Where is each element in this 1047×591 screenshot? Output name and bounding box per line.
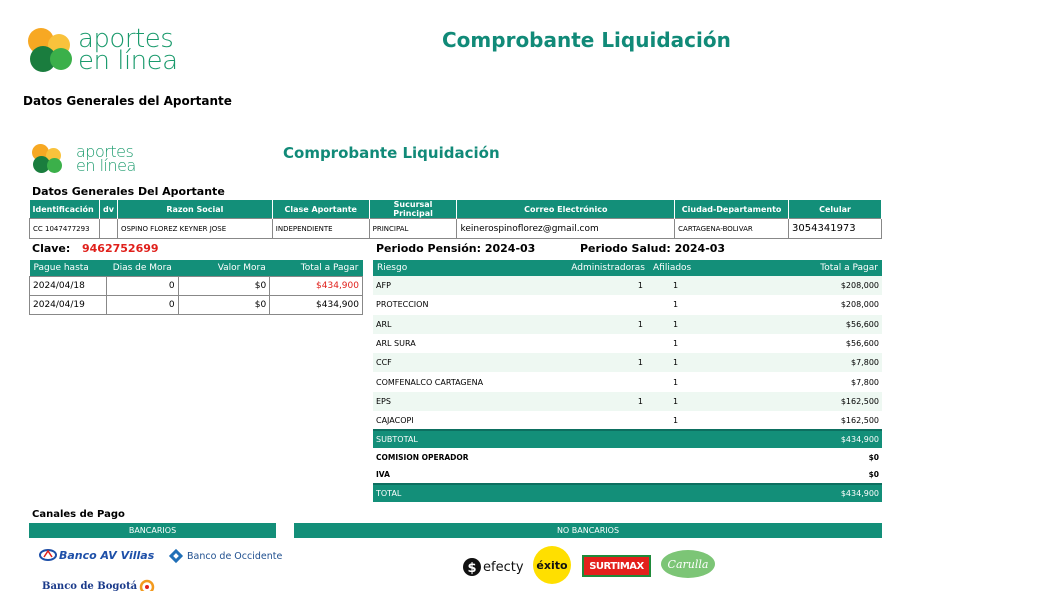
administradoras-cell bbox=[558, 411, 649, 430]
channels-title: Canales de Pago bbox=[32, 509, 125, 520]
total-cell: $208,000 bbox=[840, 300, 879, 310]
total-cell: $7,800 bbox=[734, 353, 882, 372]
no-bancarios-bar: NO BANCARIOS bbox=[294, 523, 882, 538]
receipt-section-title: Datos Generales Del Aportante bbox=[32, 185, 225, 198]
subtotal-row bbox=[373, 430, 882, 448]
col-dias-mora: Dias de Mora bbox=[106, 260, 178, 276]
col-ciudad: Ciudad-Departamento bbox=[675, 200, 789, 219]
administradoras-cell: 1 bbox=[558, 276, 649, 295]
administradoras-cell: 1 bbox=[558, 353, 649, 372]
table-row bbox=[373, 411, 882, 430]
sucursal-value: PRINCIPAL bbox=[369, 219, 457, 239]
table-row bbox=[373, 334, 882, 353]
total-cell: $162,500 bbox=[840, 415, 879, 425]
riesgo-cell: CCF bbox=[373, 353, 558, 372]
general-data-table bbox=[29, 200, 882, 239]
valor-mora-cell: $0 bbox=[178, 295, 270, 314]
riesgo-cell: ARL bbox=[373, 315, 558, 334]
administradoras-cell: 1 bbox=[558, 315, 649, 334]
subtotal-label: SUBTOTAL bbox=[373, 430, 734, 448]
dv-value bbox=[99, 219, 117, 239]
periodo-salud: Periodo Salud: 2024-03 bbox=[580, 242, 726, 255]
total-row bbox=[373, 484, 882, 502]
comision-value: $0 bbox=[868, 452, 879, 462]
efecty-logo bbox=[462, 557, 524, 577]
payment-header-row bbox=[30, 260, 363, 276]
table-row bbox=[373, 353, 882, 372]
general-values-row bbox=[30, 219, 882, 239]
total-cell: $208,000 bbox=[734, 276, 882, 295]
brand-logo bbox=[28, 23, 178, 76]
afiliados-cell: 1 bbox=[649, 315, 734, 334]
table-row bbox=[373, 295, 882, 314]
payment-table bbox=[29, 260, 363, 315]
celular-value: 3054341973 bbox=[789, 219, 882, 239]
risk-header-row bbox=[373, 260, 882, 276]
periodo-pension: Periodo Pensión: 2024-03 bbox=[376, 242, 536, 255]
store-name: SURTIMAX bbox=[589, 560, 644, 572]
comision-label: COMISION OPERADOR bbox=[376, 452, 469, 462]
identificacion-value: CC 1047477293 bbox=[30, 219, 100, 239]
administradoras-cell bbox=[558, 334, 649, 353]
risk-table bbox=[373, 260, 882, 502]
correo-value: keinerospinoflorez@gmail.com bbox=[457, 219, 675, 239]
clave-label: Clave: bbox=[32, 242, 71, 255]
administradoras-cell bbox=[558, 295, 649, 314]
total-value: $434,900 bbox=[734, 484, 882, 502]
afiliados-cell: 1 bbox=[649, 276, 734, 295]
riesgo-cell: PROTECCION bbox=[376, 300, 429, 310]
col-correo: Correo Electrónico bbox=[457, 200, 675, 219]
exito-logo bbox=[533, 546, 571, 584]
col-administradoras: Administradoras bbox=[558, 260, 649, 276]
afiliados-cell: 1 bbox=[649, 353, 734, 372]
bank-occidente-logo bbox=[167, 547, 282, 565]
afiliados-cell: 1 bbox=[672, 339, 679, 349]
col-pague-hasta: Pague hasta bbox=[30, 260, 107, 276]
table-row bbox=[30, 276, 363, 295]
afiliados-cell: 1 bbox=[672, 300, 679, 310]
afiliados-cell: 1 bbox=[649, 392, 734, 411]
col-dv: dv bbox=[99, 200, 117, 219]
surtimax-logo bbox=[582, 555, 651, 577]
bancarios-bar: BANCARIOS bbox=[29, 523, 276, 538]
table-row bbox=[373, 315, 882, 334]
col-celular: Celular bbox=[789, 200, 882, 219]
efecty-icon bbox=[462, 557, 482, 577]
razon-social-value: OSPINO FLOREZ KEYNER JOSE bbox=[117, 219, 272, 239]
riesgo-cell: COMFENALCO CARTAGENA bbox=[376, 377, 484, 387]
col-total-pagar: Total a Pagar bbox=[270, 260, 363, 276]
occidente-icon bbox=[167, 547, 185, 565]
clase-aportante-value: INDEPENDIENTE bbox=[272, 219, 369, 239]
page-title: Comprobante Liquidación bbox=[442, 28, 731, 52]
iva-row bbox=[373, 466, 882, 484]
col-riesgo: Riesgo bbox=[373, 260, 558, 276]
afiliados-cell: 1 bbox=[672, 415, 679, 425]
iva-label: IVA bbox=[376, 470, 390, 480]
receipt-logo bbox=[32, 143, 136, 175]
store-name: éxito bbox=[536, 558, 568, 572]
svg-text:$: $ bbox=[467, 561, 477, 576]
logo-dots-icon bbox=[32, 143, 66, 175]
av-villas-icon bbox=[39, 548, 57, 562]
store-name: Carulla bbox=[667, 557, 709, 571]
table-row bbox=[373, 372, 882, 391]
carulla-logo bbox=[661, 550, 715, 578]
col-razon-social: Razon Social bbox=[117, 200, 272, 219]
dias-mora-cell: 0 bbox=[106, 295, 178, 314]
general-header-row bbox=[30, 200, 882, 219]
store-name: efecty bbox=[483, 559, 524, 575]
bank-name: Banco de Occidente bbox=[187, 550, 283, 562]
bank-name: Banco de Bogotá bbox=[42, 580, 138, 591]
table-row bbox=[30, 295, 363, 314]
total-pagar-cell: $434,900 bbox=[270, 276, 363, 295]
riesgo-cell: AFP bbox=[373, 276, 558, 295]
bank-name: Banco AV Villas bbox=[59, 548, 155, 562]
pague-hasta-cell: 2024/04/18 bbox=[30, 276, 107, 295]
col-clase-aportante: Clase Aportante bbox=[272, 200, 369, 219]
bank-bogota-logo bbox=[42, 579, 155, 591]
logo-dots-icon bbox=[28, 26, 74, 74]
dias-mora-cell: 0 bbox=[106, 276, 178, 295]
col-total-pagar: Total a Pagar bbox=[734, 260, 882, 276]
total-pagar-cell: $434,900 bbox=[270, 295, 363, 314]
pague-hasta-cell: 2024/04/19 bbox=[30, 295, 107, 314]
total-cell: $56,600 bbox=[845, 339, 879, 349]
col-identificacion: Identificación bbox=[30, 200, 100, 219]
col-afiliados: Afiliados bbox=[649, 260, 734, 276]
total-cell: $7,800 bbox=[851, 377, 879, 387]
receipt-title: Comprobante Liquidación bbox=[283, 144, 500, 162]
total-label: TOTAL bbox=[373, 484, 734, 502]
administradoras-cell: 1 bbox=[558, 392, 649, 411]
col-valor-mora: Valor Mora bbox=[178, 260, 270, 276]
riesgo-cell: EPS bbox=[373, 392, 558, 411]
comision-row bbox=[373, 448, 882, 466]
ciudad-value: CARTAGENA-BOLIVAR bbox=[675, 219, 789, 239]
logo-line1: aportes bbox=[76, 142, 134, 162]
logo-line1: aportes bbox=[78, 23, 174, 54]
riesgo-cell: CAJACOPI bbox=[376, 415, 414, 425]
total-cell: $56,600 bbox=[734, 315, 882, 334]
administradoras-cell bbox=[558, 372, 649, 391]
iva-value: $0 bbox=[868, 470, 879, 480]
col-sucursal: Sucursal Principal bbox=[369, 200, 457, 219]
afiliados-cell: 1 bbox=[672, 377, 679, 387]
valor-mora-cell: $0 bbox=[178, 276, 270, 295]
logo-line2: en línea bbox=[76, 156, 136, 175]
table-row bbox=[373, 392, 882, 411]
table-row bbox=[373, 276, 882, 295]
clave-value: 9462752699 bbox=[82, 242, 159, 255]
section-title: Datos Generales del Aportante bbox=[23, 94, 232, 108]
total-cell: $162,500 bbox=[734, 392, 882, 411]
subtotal-value: $434,900 bbox=[734, 430, 882, 448]
riesgo-cell: ARL SURA bbox=[376, 339, 416, 349]
logo-line2: en línea bbox=[78, 46, 178, 76]
bogota-icon bbox=[139, 579, 155, 591]
bank-av-villas-logo bbox=[39, 548, 154, 562]
